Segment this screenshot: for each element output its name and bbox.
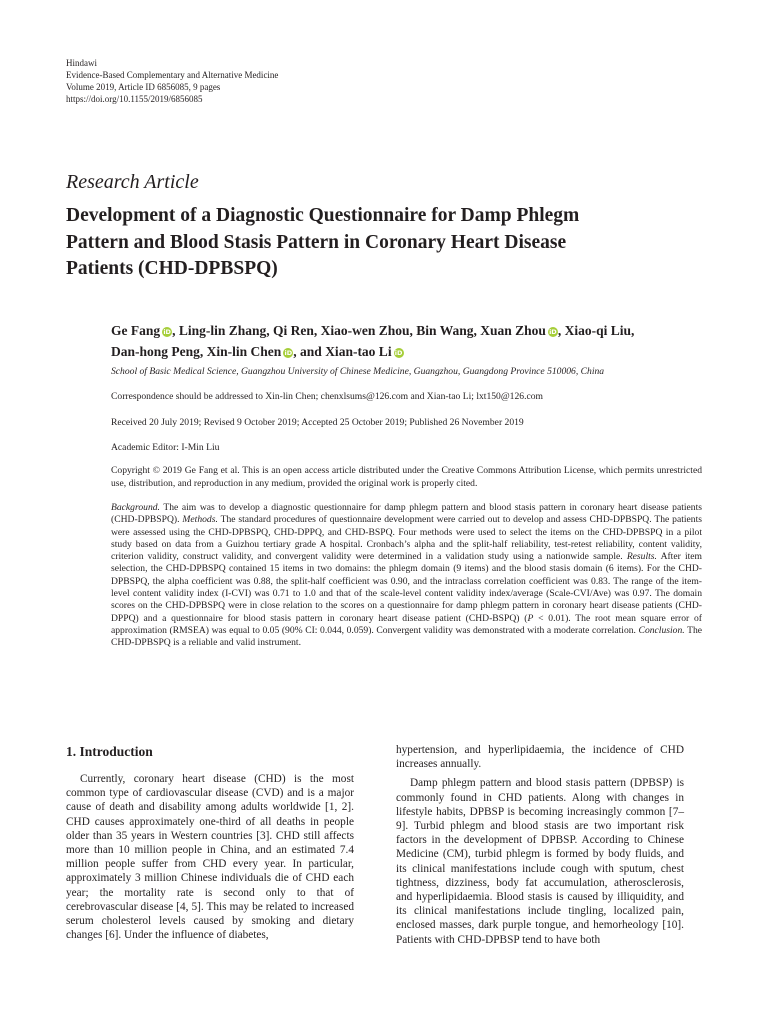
correspondence: Correspondence should be addressed to Xin-lin Chen; chenxlsums@126.com and Xian-tao Li; lxt150@126.com — [111, 391, 543, 402]
abstract-heading-background: Background. — [111, 502, 160, 513]
doi-link[interactable]: https://doi.org/10.1155/2019/6856085 — [66, 94, 203, 104]
abstract-heading-results: Results. — [626, 551, 657, 563]
paper-title — [66, 203, 716, 283]
abstract-text: < 0.01). The root mean square error of approximation (RMSEA) was equal to 0.05 (90% CI: 0.044, 0.059). Convergent validity was demonstrated with a moderate correlation. — [111, 612, 702, 636]
article-dates: Received 20 July 2019; Revised 9 October 2019; Accepted 25 October 2019; Published 26 November 2019 — [111, 417, 524, 428]
orcid-icon[interactable]: iD — [394, 349, 403, 357]
copyright-notice: Copyright © 2019 Ge Fang et al. This is an open access article distributed under the Creative Commons Attribution License, which permits unrestricted use, distribution, and reproduction in any medium, provided the original work is properly cited. — [111, 465, 702, 489]
abstract — [111, 502, 702, 650]
section-heading: 1. Introduction — [66, 744, 153, 759]
title-line: Development of a Diagnostic Questionnaire for Damp Phlegm — [66, 205, 580, 226]
left-column — [66, 744, 354, 942]
orcid-icon[interactable]: iD — [163, 328, 171, 336]
paragraph: hypertension, and hyperlipidaemia, the incidence of CHD increases annually. — [396, 744, 684, 771]
abstract-text: The CHD-DPBSPQ is a reliable and valid instrument. — [111, 624, 702, 649]
author-name: , Ling-lin Zhang, Qi Ren, Xiao-wen Zhou, Bin Wang, Xuan Zhou — [172, 323, 546, 338]
journal-name: Evidence-Based Complementary and Alternative Medicine — [66, 70, 279, 80]
paragraph: Currently, coronary heart disease (CHD) is the most common type of cardiovascular disease (CVD) and is a major cause of death and disability among adults worldwide [1, 2]. CHD causes approximately one-third of all deaths in people older than 35 years in Western countries [3]. CHD still affects more than 10 million people in China, and an estimated 7.4 million people suffer from CHD every year. In particular, approximately 3 million Chinese individuals die of CHD each year; the mortality rate is second only to that of cerebrovascular disease [4, 5]. This may be related to increased serum cholesterol levels caused by smoking and dietary changes [6]. Under the influence of diabetes, — [66, 773, 354, 942]
author-name: Dan-hong Peng, Xin-lin Chen — [111, 344, 282, 359]
article-type: Research Article — [66, 171, 199, 193]
journal-header — [66, 57, 278, 105]
title-line: Patients (CHD-DPBSPQ) — [66, 258, 278, 279]
author-line — [111, 320, 721, 341]
volume-line: Volume 2019, Article ID 6856085, 9 pages — [66, 82, 221, 92]
orcid-icon[interactable]: iD — [284, 349, 293, 357]
abstract-text: The aim was to develop a diagnostic questionnaire for damp phlegm pattern and blood stasis pattern in coronary heart disease patients (CHD-DPBSPQ). — [111, 502, 702, 526]
abstract-text: The standard procedures of questionnaire development were carried out to develop and assess CHD-DPBSPQ. The patients were assessed using the CHD-DPBSPQ, CHD-DPPQ, and CHD-BSPQ. Four methods were used to select the items on the CHD-DPBSPQ in a pilot study based on data from a Guizhou tertiary grade A hospital. Cronbach’s alpha and the split-half reliability, test-retest reliability, content validity, criterion validity, construct validity, and convergent validity were determined in a validation study using a nationwide sample. — [111, 514, 702, 563]
right-column — [396, 743, 684, 947]
academic-editor: Academic Editor: I-Min Liu — [111, 442, 220, 453]
abstract-heading-methods: Methods. — [182, 514, 218, 526]
author-name: , Xiao-qi Liu, — [557, 323, 635, 338]
paragraph: Damp phlegm pattern and blood stasis pattern (DPBSP) is commonly found in CHD patients. Along with changes in lifestyle habits, DPBSP is becoming increasingly common [7–9]. Turbid phlegm and blood stasis are two important risk factors in the development of DPBSP. According to Chinese Medicine (CM), turbid phlegm is formed by body fluids, and its clinical manifestations include cough with sputum, chest tightness, dizziness, body fat accumulation, atherosclerosis, and hyperlipidaemia. Blood stasis is caused by illiquidity, and its clinical manifestations include tingling, localized pain, enclosed masses, dark purple tongue, and hemorheology [10]. Patients with CHD-DPBSP tend to have both — [396, 777, 684, 946]
author-name: , and Xian-tao Li — [293, 344, 392, 359]
abstract-heading-conclusion: Conclusion. — [638, 624, 685, 636]
author-list — [111, 320, 721, 362]
author-name: Ge Fang — [111, 323, 161, 338]
title-line: Pattern and Blood Stasis Pattern in Coronary Heart Disease — [66, 231, 567, 253]
author-line — [111, 341, 721, 362]
p-value-symbol: P — [527, 612, 534, 624]
publisher-name: Hindawi — [66, 58, 97, 68]
orcid-icon[interactable]: iD — [549, 328, 557, 336]
abstract-text: After item selection, the CHD-DPBSPQ contained 15 items in two domains: the phlegm domain (9 items) and the blood stasis domain (6 items). For the CHD-DPBSPQ, the alpha coefficient was 0.88, the split-half coefficient was 0.90, and the intraclass correlation coefficient was 0.83. The range of the item-level content validity index (I-CVI) was 0.71 to 1.0 and that of the scale-level content validity index/average (Scale-CVI/Ave) was 0.97. The domain scores on the CHD-DPBSPQ were in close relation to the scores on a questionnaire for damp phlegm pattern in coronary heart disease patients (CHD-DPPQ) and a questionnaire for blood stasis pattern in coronary heart disease patient (CHD-BSPQ) ( — [111, 551, 702, 624]
affiliation: School of Basic Medical Science, Guangzhou University of Chinese Medicine, Guangzhou, Guangdong Province 510006, China — [111, 366, 605, 377]
